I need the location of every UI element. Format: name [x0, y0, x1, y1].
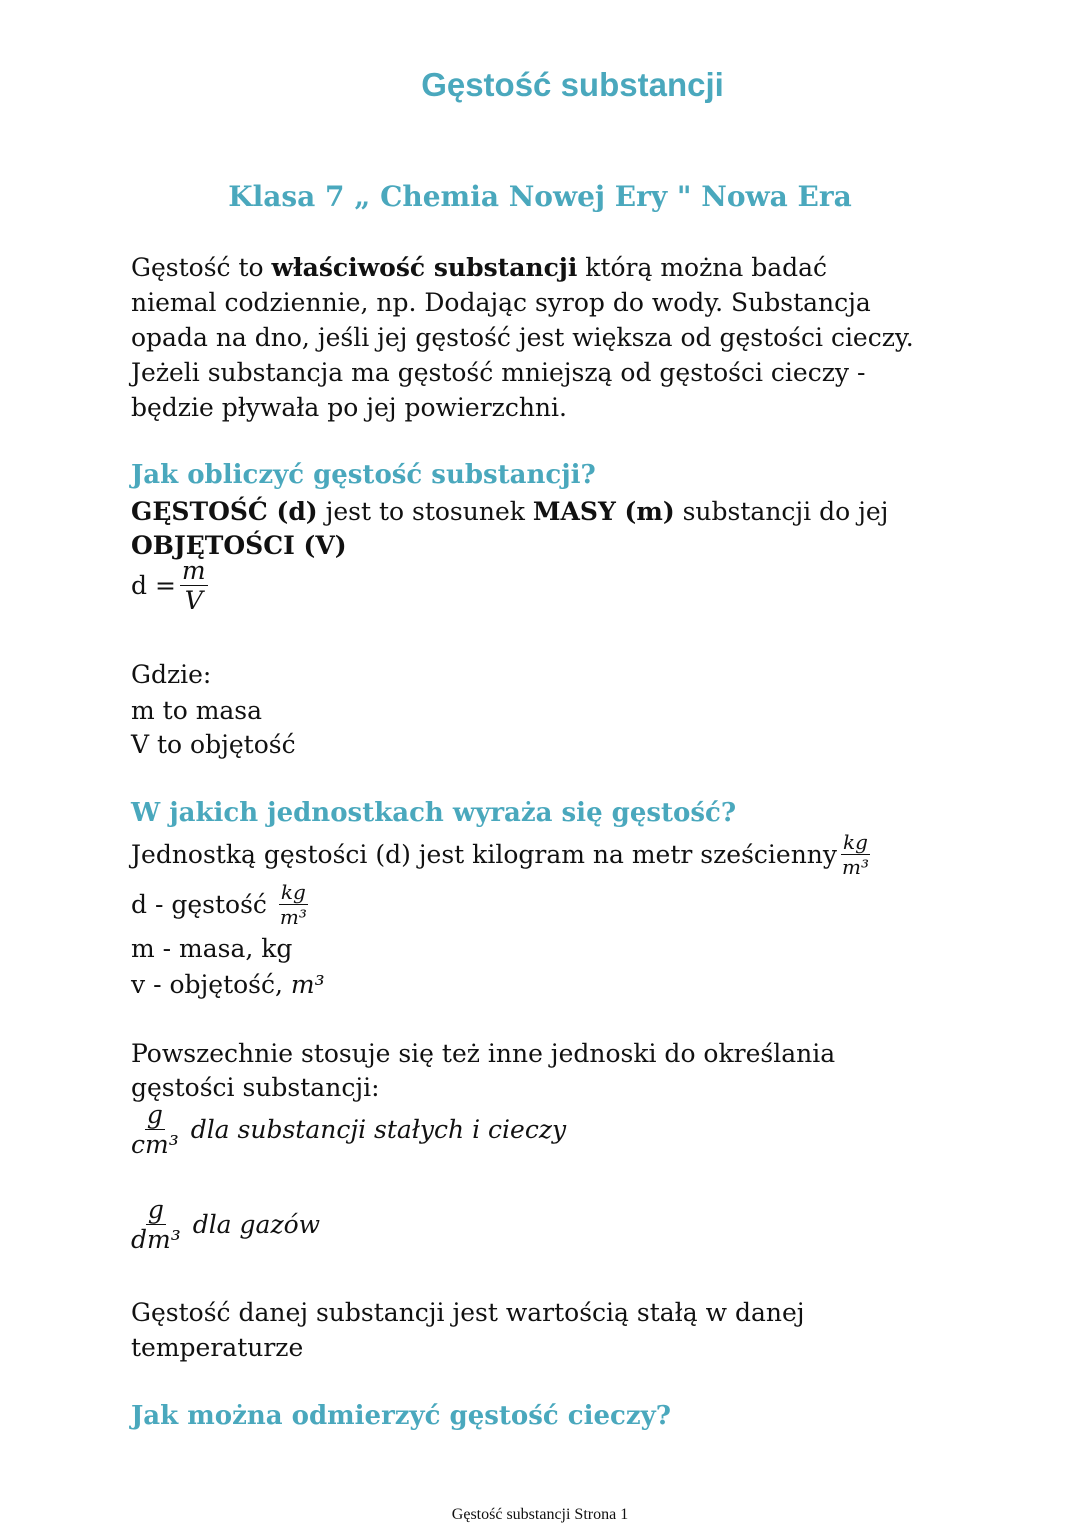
intro-line: niemal codziennie, np. Dodając syrop do wody. Substancja [131, 288, 871, 317]
section-heading: W jakich jednostkach wyraża się gęstość? [131, 798, 737, 828]
text-line: Gęstość danej substancji jest wartością stałą w danej [131, 1298, 805, 1327]
numerator: kg [280, 880, 306, 904]
bold-text: OBJĘTOŚCI (V) [131, 531, 347, 560]
text-line: m to masa [131, 696, 263, 725]
text: d - gęstość [131, 890, 267, 919]
unit-line [131, 1102, 566, 1157]
unit-line [131, 832, 874, 877]
denominator: m³ [842, 855, 869, 879]
intro-line: opada na dno, jeśli jej gęstość jest większa od gęstości cieczy. [131, 323, 914, 352]
text-line [131, 967, 325, 1002]
numerator: g [147, 1195, 164, 1224]
text-line: m - masa, kg [131, 934, 293, 963]
intro-line [131, 250, 827, 285]
text: dla gazów [192, 1210, 321, 1239]
page-footer: Gęstość substancji Strona 1 [451, 1506, 629, 1523]
bold-text: właściwość substancji [271, 253, 578, 282]
bold-text: MASY (m) [532, 497, 675, 526]
text-line: Powszechnie stosuje się też inne jednoski do określania [131, 1039, 836, 1068]
text: substancji do jej [674, 497, 889, 526]
unit-line [131, 882, 312, 927]
page-title: Gęstość substancji [421, 66, 724, 103]
fraction [279, 882, 308, 927]
denominator: V [184, 586, 203, 615]
text: którą można badać [577, 253, 828, 282]
subtitle: Klasa 7 „ Chemia Nowej Ery " Nowa Era [228, 180, 852, 213]
numerator: g [146, 1100, 163, 1129]
definition-line [131, 494, 888, 529]
denominator: cm³ [131, 1130, 179, 1159]
denominator: dm³ [131, 1225, 181, 1254]
section-heading: Jak można odmierzyć gęstość cieczy? [131, 1401, 671, 1431]
text-line: V to objętość [131, 730, 296, 759]
density-formula [131, 558, 212, 613]
formula-lhs: d = [131, 571, 176, 600]
text: Jednostką gęstości (d) jest kilogram na metr sześcienny [131, 840, 838, 869]
text: jest to stosunek [317, 497, 533, 526]
bold-text: GĘSTOŚĆ (d) [131, 497, 318, 526]
fraction [131, 1102, 179, 1157]
text-line: temperaturze [131, 1333, 304, 1362]
text: dla substancji stałych i cieczy [190, 1115, 567, 1144]
text: v - objętość, [131, 970, 291, 999]
intro-line: Jeżeli substancja ma gęstość mniejszą od gęstości cieczy - [131, 358, 866, 387]
unit: m³ [290, 970, 325, 999]
fraction [131, 1197, 181, 1252]
intro-line: będzie pływała po jej powierzchni. [131, 393, 567, 422]
text-line: Gdzie: [131, 660, 212, 689]
section-heading: Jak obliczyć gęstość substancji? [131, 460, 596, 490]
denominator: m³ [279, 905, 307, 929]
unit-line [131, 1197, 320, 1252]
text: Gęstość to [131, 253, 272, 282]
fraction [841, 832, 870, 877]
numerator: m [181, 556, 206, 585]
numerator: kg [843, 830, 868, 854]
fraction [180, 558, 208, 613]
text-line: gęstości substancji: [131, 1073, 380, 1102]
